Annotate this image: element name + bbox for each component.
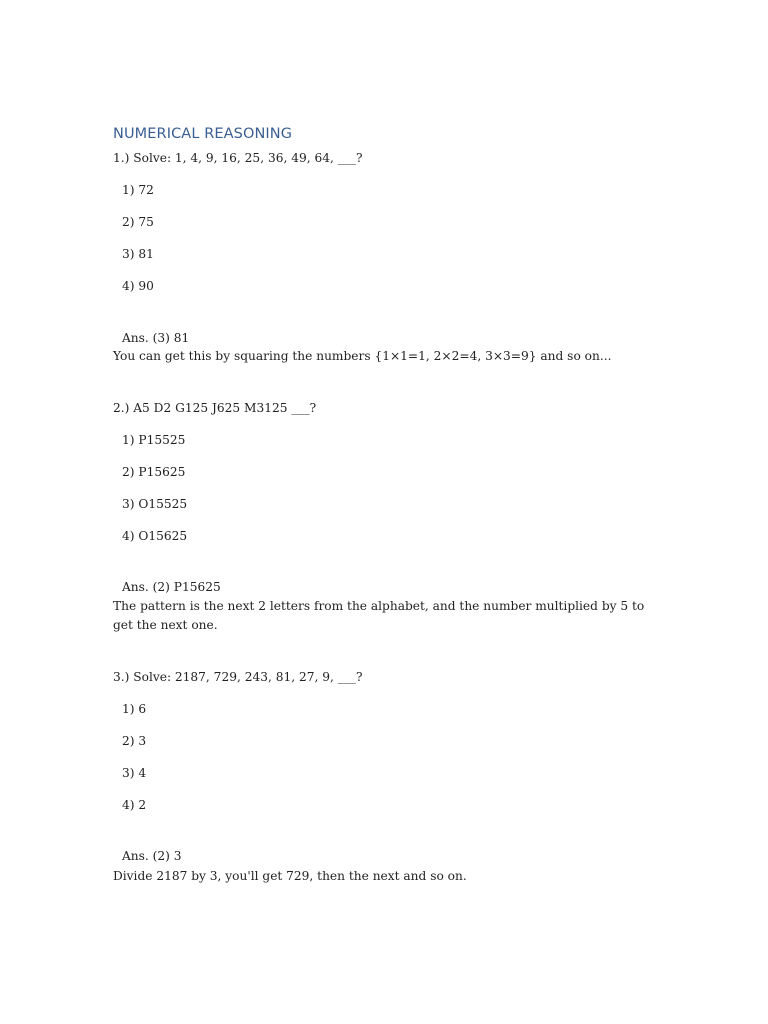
question-3-option-3: 3) 4 (122, 766, 147, 780)
question-1-prompt: 1.) Solve: 1, 4, 9, 16, 25, 36, 49, 64, ___? (113, 151, 363, 165)
question-1-option-3: 3) 81 (122, 247, 154, 261)
question-3-option-1: 1) 6 (122, 702, 147, 716)
question-2-option-3: 3) O15525 (122, 497, 188, 511)
question-1-option-2: 2) 75 (122, 215, 154, 229)
question-2-explanation: The pattern is the next 2 letters from the alphabet, and the number multiplied by 5 to get the next one. (113, 599, 645, 632)
question-1-explanation: You can get this by squaring the numbers {1×1=1, 2×2=4, 3×3=9} and so on... (113, 349, 612, 363)
question-3-explanation: Divide 2187 by 3, you'll get 729, then the next and so on. (113, 869, 467, 883)
question-2-answer: Ans. (2) P15625 (122, 580, 221, 594)
question-2-option-2: 2) P15625 (122, 465, 186, 479)
question-3-answer: Ans. (2) 3 (122, 849, 182, 863)
question-3-option-2: 2) 3 (122, 734, 147, 748)
question-1-option-4: 4) 90 (122, 279, 154, 293)
question-3-prompt: 3.) Solve: 2187, 729, 243, 81, 27, 9, ___? (113, 670, 363, 684)
question-2-prompt: 2.) A5 D2 G125 J625 M3125 ___? (113, 401, 317, 415)
question-2-option-4: 4) O15625 (122, 529, 188, 543)
question-1-answer: Ans. (3) 81 (122, 331, 190, 345)
question-2-option-1: 1) P15525 (122, 433, 186, 447)
page-title: NUMERICAL REASONING (113, 126, 293, 142)
question-1-option-1: 1) 72 (122, 183, 154, 197)
question-3-option-4: 4) 2 (122, 798, 147, 812)
